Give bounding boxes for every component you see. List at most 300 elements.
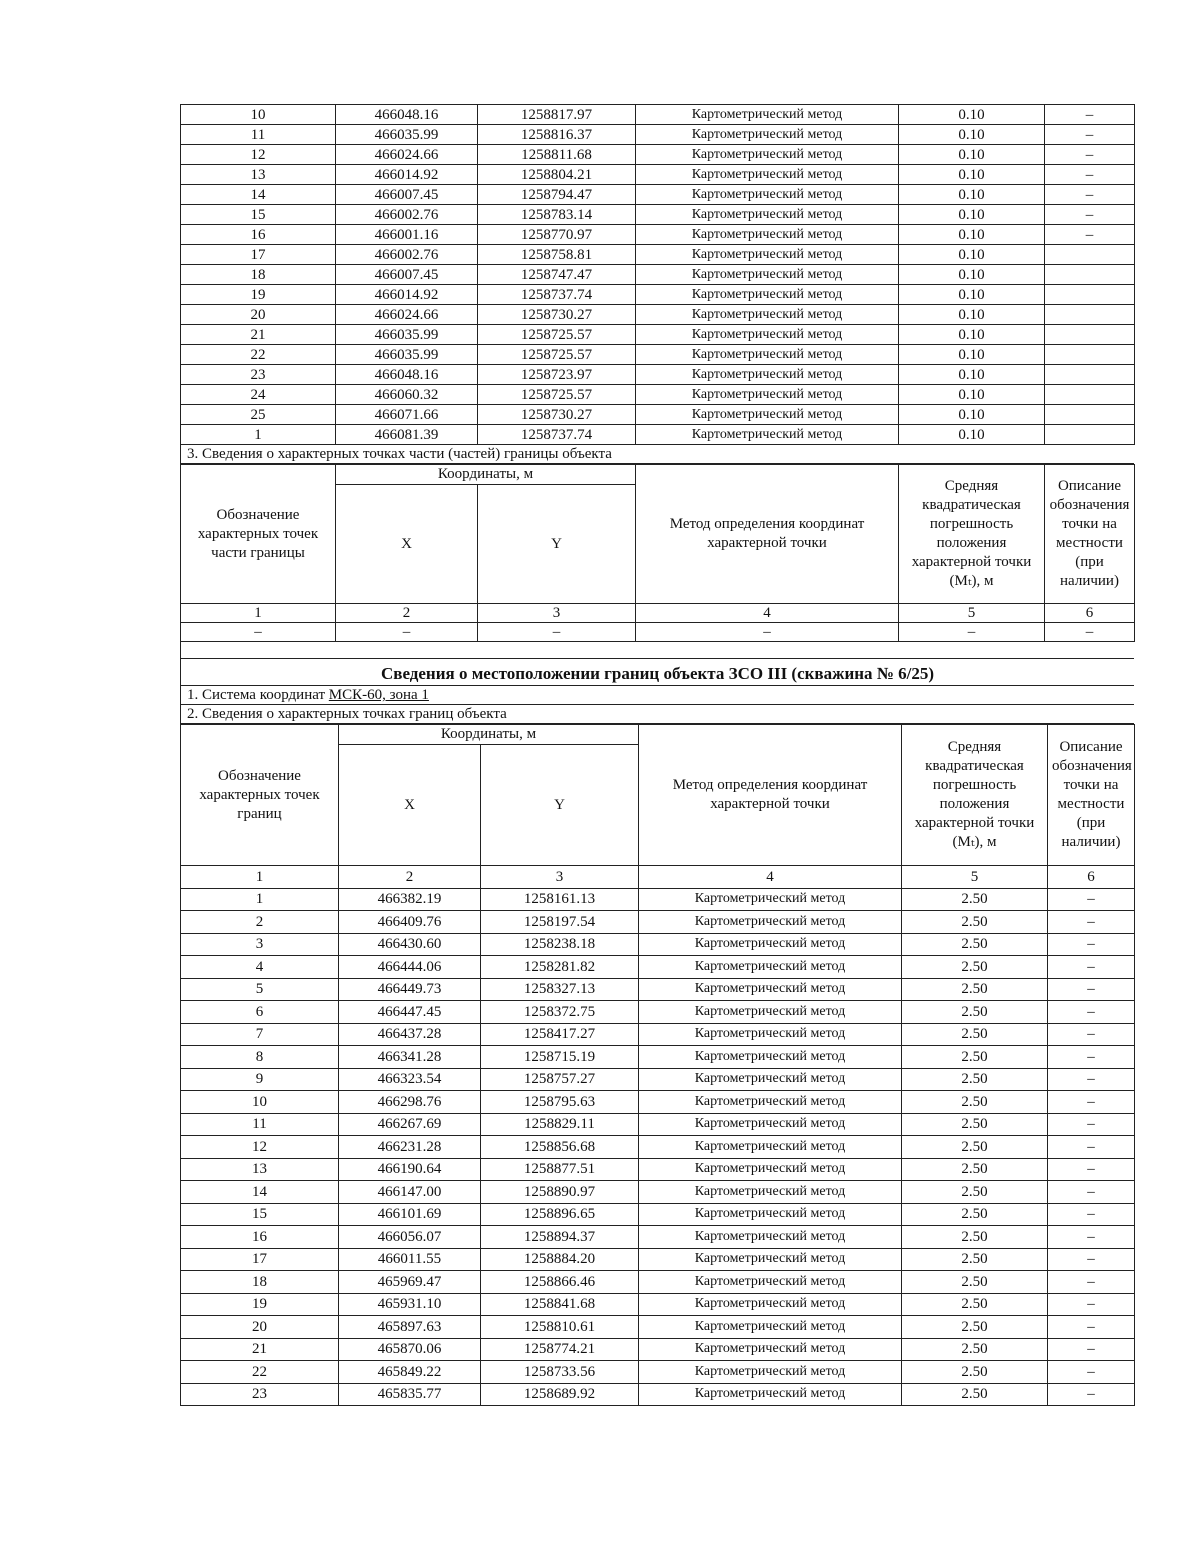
method: Картометрический метод (636, 305, 899, 325)
point-number: 2 (181, 911, 339, 934)
method: Картометрический метод (639, 933, 902, 956)
x-value: 466437.28 (339, 1023, 481, 1046)
description (1045, 345, 1135, 365)
table-row (181, 1091, 1135, 1114)
x-value: 466382.19 (339, 888, 481, 911)
y-value: 1258372.75 (481, 1001, 639, 1024)
description: – (1048, 1091, 1135, 1114)
table-row (181, 1271, 1135, 1294)
method: Картометрический метод (636, 165, 899, 185)
y-value: 1258730.27 (478, 405, 636, 425)
y-value: 1258795.63 (481, 1091, 639, 1114)
zso-header-y: Y (481, 745, 639, 866)
y-value: 1258737.74 (478, 285, 636, 305)
zso-header-point-designation: Обозначение характерных точек границ (181, 725, 339, 866)
mean-error: 0.10 (899, 285, 1045, 305)
description: – (1048, 1338, 1135, 1361)
method: Картометрический метод (639, 956, 902, 979)
mean-error: 2.50 (902, 1361, 1048, 1384)
x-value: 466231.28 (339, 1136, 481, 1159)
method: Картометрический метод (636, 325, 899, 345)
mean-error: 2.50 (902, 1001, 1048, 1024)
column-number: 6 (1048, 866, 1135, 889)
description: – (1048, 1361, 1135, 1384)
point-number: 19 (181, 1293, 339, 1316)
point-number: 6 (181, 1001, 339, 1024)
mean-error: 0.10 (899, 265, 1045, 285)
empty-cell: – (899, 623, 1045, 642)
mean-error: 2.50 (902, 1181, 1048, 1204)
table-row (181, 1113, 1135, 1136)
column-number: 1 (181, 604, 336, 623)
description (1045, 325, 1135, 345)
x-value: 465849.22 (339, 1361, 481, 1384)
mean-error: 2.50 (902, 1023, 1048, 1046)
method: Картометрический метод (639, 1271, 902, 1294)
y-value: 1258689.92 (481, 1383, 639, 1406)
x-value: 466444.06 (339, 956, 481, 979)
method: Картометрический метод (639, 1068, 902, 1091)
x-value: 466014.92 (336, 165, 478, 185)
mean-error: 2.50 (902, 1226, 1048, 1249)
description (1045, 285, 1135, 305)
column-number: 3 (481, 866, 639, 889)
table-row (181, 956, 1135, 979)
method: Картометрический метод (639, 1001, 902, 1024)
y-value: 1258737.74 (478, 425, 636, 445)
description: – (1048, 933, 1135, 956)
description: – (1048, 1158, 1135, 1181)
table-row (181, 888, 1135, 911)
method: Картометрический метод (639, 1293, 902, 1316)
description: – (1045, 145, 1135, 165)
point-number: 11 (181, 125, 336, 145)
method: Картометрический метод (639, 1136, 902, 1159)
description: – (1048, 1383, 1135, 1406)
x-value: 465969.47 (339, 1271, 481, 1294)
section3-caption: 3. Сведения о характерных точках части (частей) границы объекта (180, 445, 1134, 464)
y-value: 1258884.20 (481, 1248, 639, 1271)
mean-error: 0.10 (899, 405, 1045, 425)
point-number: 23 (181, 1383, 339, 1406)
table-row (181, 145, 1135, 165)
x-value: 466048.16 (336, 365, 478, 385)
mean-error: 2.50 (902, 888, 1048, 911)
x-value: 466035.99 (336, 345, 478, 365)
point-number: 12 (181, 145, 336, 165)
y-value: 1258161.13 (481, 888, 639, 911)
x-value: 466323.54 (339, 1068, 481, 1091)
point-number: 13 (181, 1158, 339, 1181)
table-row (181, 1383, 1135, 1406)
y-value: 1258890.97 (481, 1181, 639, 1204)
point-number: 9 (181, 1068, 339, 1091)
point-number: 24 (181, 385, 336, 405)
x-value: 465897.63 (339, 1316, 481, 1339)
y-value: 1258829.11 (481, 1113, 639, 1136)
zso-header-x: X (339, 745, 481, 866)
method: Картометрический метод (636, 105, 899, 125)
point-number: 25 (181, 405, 336, 425)
coord-system-value: МСК-60, зона 1 (328, 687, 429, 703)
y-value: 1258810.61 (481, 1316, 639, 1339)
description: – (1048, 1293, 1135, 1316)
empty-cell: – (636, 623, 899, 642)
y-value: 1258715.19 (481, 1046, 639, 1069)
mean-error: 0.10 (899, 205, 1045, 225)
table-row (181, 405, 1135, 425)
method: Картометрический метод (639, 1046, 902, 1069)
x-value: 466002.76 (336, 245, 478, 265)
points-caption: 2. Сведения о характерных точках границ объекта (180, 705, 1134, 724)
mean-error: 0.10 (899, 185, 1045, 205)
method: Картометрический метод (636, 205, 899, 225)
method: Картометрический метод (636, 245, 899, 265)
table-row (181, 1068, 1135, 1091)
zso-header-method: Метод определения координат характерной точки (639, 725, 902, 866)
y-value: 1258811.68 (478, 145, 636, 165)
header-coordinates: Координаты, м (336, 465, 636, 485)
point-number: 12 (181, 1136, 339, 1159)
table-row (181, 165, 1135, 185)
point-number: 1 (181, 425, 336, 445)
table-row (181, 425, 1135, 445)
point-number: 17 (181, 245, 336, 265)
table-row (181, 933, 1135, 956)
y-value: 1258877.51 (481, 1158, 639, 1181)
x-value: 466056.07 (339, 1226, 481, 1249)
method: Картометрический метод (636, 185, 899, 205)
point-number: 5 (181, 978, 339, 1001)
point-number: 7 (181, 1023, 339, 1046)
table-row (181, 185, 1135, 205)
header-y: Y (478, 485, 636, 604)
table-row (181, 125, 1135, 145)
x-value: 466190.64 (339, 1158, 481, 1181)
table-row (181, 305, 1135, 325)
empty-cell: – (336, 623, 478, 642)
point-number: 21 (181, 325, 336, 345)
y-value: 1258238.18 (481, 933, 639, 956)
table-row (181, 1248, 1135, 1271)
section-gap (180, 642, 1134, 659)
table-row (181, 1023, 1135, 1046)
mean-error: 2.50 (902, 911, 1048, 934)
mean-error: 2.50 (902, 1316, 1048, 1339)
mean-error: 2.50 (902, 1203, 1048, 1226)
table-row (181, 1226, 1135, 1249)
mean-error: 2.50 (902, 1113, 1048, 1136)
point-number: 23 (181, 365, 336, 385)
y-value: 1258747.47 (478, 265, 636, 285)
point-number: 10 (181, 1091, 339, 1114)
y-value: 1258417.27 (481, 1023, 639, 1046)
mean-error: 2.50 (902, 1091, 1048, 1114)
description (1045, 425, 1135, 445)
method: Картометрический метод (639, 1203, 902, 1226)
method: Картометрический метод (636, 345, 899, 365)
y-value: 1258725.57 (478, 325, 636, 345)
point-number: 16 (181, 1226, 339, 1249)
x-value: 466048.16 (336, 105, 478, 125)
method: Картометрический метод (636, 285, 899, 305)
description: – (1048, 956, 1135, 979)
mean-error: 0.10 (899, 365, 1045, 385)
y-value: 1258723.97 (478, 365, 636, 385)
x-value: 466409.76 (339, 911, 481, 934)
y-value: 1258841.68 (481, 1293, 639, 1316)
method: Картометрический метод (636, 425, 899, 445)
description: – (1045, 125, 1135, 145)
method: Картометрический метод (636, 365, 899, 385)
y-value: 1258794.47 (478, 185, 636, 205)
description: – (1045, 185, 1135, 205)
description: – (1048, 911, 1135, 934)
x-value: 466267.69 (339, 1113, 481, 1136)
point-number: 14 (181, 185, 336, 205)
mean-error: 2.50 (902, 978, 1048, 1001)
x-value: 466007.45 (336, 265, 478, 285)
description: – (1048, 1068, 1135, 1091)
y-value: 1258281.82 (481, 956, 639, 979)
x-value: 466449.73 (339, 978, 481, 1001)
table-row (181, 345, 1135, 365)
description: – (1048, 1248, 1135, 1271)
point-number: 20 (181, 1316, 339, 1339)
zso-header-description: Описание обозначения точки на местности (при наличии) (1048, 725, 1135, 866)
y-value: 1258856.68 (481, 1136, 639, 1159)
header-method: Метод определения координат характерной точки (636, 465, 899, 604)
point-number: 17 (181, 1248, 339, 1271)
method: Картометрический метод (639, 888, 902, 911)
description: – (1045, 165, 1135, 185)
zso-boundary-points-table (180, 724, 1135, 1406)
table-row (181, 1158, 1135, 1181)
x-value: 465870.06 (339, 1338, 481, 1361)
table-row (181, 325, 1135, 345)
empty-cell: – (1045, 623, 1135, 642)
zso-header-mean-error: Средняя квадратическая погрешность положения характерной точки (Mₜ), м (902, 725, 1048, 866)
point-number: 15 (181, 205, 336, 225)
y-value: 1258866.46 (481, 1271, 639, 1294)
x-value: 466071.66 (336, 405, 478, 425)
table-row (181, 245, 1135, 265)
method: Картометрический метод (639, 1383, 902, 1406)
column-number-row (181, 866, 1135, 889)
point-number: 22 (181, 1361, 339, 1384)
table-row (181, 105, 1135, 125)
mean-error: 0.10 (899, 165, 1045, 185)
table-row (181, 1293, 1135, 1316)
x-value: 466035.99 (336, 125, 478, 145)
point-number: 18 (181, 265, 336, 285)
x-value: 466014.92 (336, 285, 478, 305)
y-value: 1258758.81 (478, 245, 636, 265)
description (1045, 365, 1135, 385)
point-number: 10 (181, 105, 336, 125)
mean-error: 2.50 (902, 1248, 1048, 1271)
x-value: 466002.76 (336, 205, 478, 225)
table-row (181, 911, 1135, 934)
table-row (181, 1361, 1135, 1384)
mean-error: 0.10 (899, 385, 1045, 405)
description: – (1048, 1271, 1135, 1294)
y-value: 1258725.57 (478, 345, 636, 365)
mean-error: 2.50 (902, 1338, 1048, 1361)
method: Картометрический метод (639, 1338, 902, 1361)
mean-error: 0.10 (899, 105, 1045, 125)
method: Картометрический метод (639, 1181, 902, 1204)
method: Картометрический метод (639, 1316, 902, 1339)
document-page (180, 104, 1134, 1406)
y-value: 1258894.37 (481, 1226, 639, 1249)
description (1045, 385, 1135, 405)
empty-cell: – (478, 623, 636, 642)
table-row (181, 1001, 1135, 1024)
y-value: 1258783.14 (478, 205, 636, 225)
mean-error: 0.10 (899, 225, 1045, 245)
column-number: 2 (339, 866, 481, 889)
y-value: 1258327.13 (481, 978, 639, 1001)
y-value: 1258757.27 (481, 1068, 639, 1091)
column-number: 1 (181, 866, 339, 889)
mean-error: 2.50 (902, 1046, 1048, 1069)
table-row (181, 1338, 1135, 1361)
method: Картометрический метод (636, 145, 899, 165)
point-number: 13 (181, 165, 336, 185)
description: – (1048, 1316, 1135, 1339)
mean-error: 2.50 (902, 1136, 1048, 1159)
description: – (1048, 888, 1135, 911)
point-number: 21 (181, 1338, 339, 1361)
x-value: 466007.45 (336, 185, 478, 205)
header-description: Описание обозначения точки на местности (при наличии) (1045, 465, 1135, 604)
method: Картометрический метод (639, 1226, 902, 1249)
zso-section-title: Сведения о местоположении границ объекта ЗСО III (скважина № 6/25) (180, 659, 1134, 686)
point-number: 18 (181, 1271, 339, 1294)
mean-error: 2.50 (902, 1158, 1048, 1181)
mean-error: 2.50 (902, 1271, 1048, 1294)
x-value: 466101.69 (339, 1203, 481, 1226)
description: – (1048, 978, 1135, 1001)
description: – (1048, 1046, 1135, 1069)
mean-error: 0.10 (899, 125, 1045, 145)
mean-error: 2.50 (902, 1293, 1048, 1316)
table-row (181, 225, 1135, 245)
header-point-designation: Обозначение характерных точек части границы (181, 465, 336, 604)
method: Картометрический метод (639, 978, 902, 1001)
empty-cell: – (181, 623, 336, 642)
column-number-row (181, 604, 1135, 623)
method: Картометрический метод (636, 225, 899, 245)
description: – (1045, 105, 1135, 125)
description: – (1048, 1136, 1135, 1159)
column-number: 2 (336, 604, 478, 623)
point-number: 15 (181, 1203, 339, 1226)
x-value: 466447.45 (339, 1001, 481, 1024)
y-value: 1258730.27 (478, 305, 636, 325)
column-number: 3 (478, 604, 636, 623)
point-number: 8 (181, 1046, 339, 1069)
table-row (181, 1203, 1135, 1226)
x-value: 465835.77 (339, 1383, 481, 1406)
description (1045, 265, 1135, 285)
description (1045, 245, 1135, 265)
point-number: 20 (181, 305, 336, 325)
boundary-points-table-continued (180, 104, 1135, 445)
y-value: 1258896.65 (481, 1203, 639, 1226)
x-value: 466001.16 (336, 225, 478, 245)
mean-error: 0.10 (899, 145, 1045, 165)
column-number: 5 (899, 604, 1045, 623)
y-value: 1258770.97 (478, 225, 636, 245)
description: – (1045, 225, 1135, 245)
point-number: 3 (181, 933, 339, 956)
y-value: 1258816.37 (478, 125, 636, 145)
method: Картометрический метод (639, 1091, 902, 1114)
mean-error: 0.10 (899, 325, 1045, 345)
table-row (181, 1046, 1135, 1069)
mean-error: 2.50 (902, 1383, 1048, 1406)
mean-error: 0.10 (899, 425, 1045, 445)
table-row (181, 365, 1135, 385)
x-value: 466060.32 (336, 385, 478, 405)
x-value: 466298.76 (339, 1091, 481, 1114)
coord-system-line (180, 686, 1134, 705)
column-number: 4 (636, 604, 899, 623)
x-value: 466081.39 (336, 425, 478, 445)
x-value: 466024.66 (336, 145, 478, 165)
y-value: 1258817.97 (478, 105, 636, 125)
description: – (1048, 1226, 1135, 1249)
x-value: 466011.55 (339, 1248, 481, 1271)
table-row (181, 285, 1135, 305)
mean-error: 0.10 (899, 245, 1045, 265)
zso-header-coordinates: Координаты, м (339, 725, 639, 745)
description: – (1048, 1001, 1135, 1024)
point-number: 19 (181, 285, 336, 305)
empty-row (181, 623, 1135, 642)
method: Картометрический метод (639, 1361, 902, 1384)
method: Картометрический метод (639, 1248, 902, 1271)
method: Картометрический метод (639, 1023, 902, 1046)
y-value: 1258733.56 (481, 1361, 639, 1384)
description: – (1048, 1181, 1135, 1204)
table-row (181, 385, 1135, 405)
description: – (1048, 1113, 1135, 1136)
mean-error: 2.50 (902, 956, 1048, 979)
description: – (1048, 1023, 1135, 1046)
description (1045, 405, 1135, 425)
mean-error: 0.10 (899, 305, 1045, 325)
method: Картометрический метод (636, 125, 899, 145)
x-value: 466035.99 (336, 325, 478, 345)
point-number: 16 (181, 225, 336, 245)
mean-error: 0.10 (899, 345, 1045, 365)
y-value: 1258804.21 (478, 165, 636, 185)
method: Картометрический метод (636, 405, 899, 425)
table-row (181, 1316, 1135, 1339)
point-number: 4 (181, 956, 339, 979)
method: Картометрический метод (639, 1113, 902, 1136)
description: – (1048, 1203, 1135, 1226)
x-value: 466341.28 (339, 1046, 481, 1069)
y-value: 1258725.57 (478, 385, 636, 405)
method: Картометрический метод (636, 265, 899, 285)
table-row (181, 1181, 1135, 1204)
method: Картометрический метод (636, 385, 899, 405)
point-number: 11 (181, 1113, 339, 1136)
